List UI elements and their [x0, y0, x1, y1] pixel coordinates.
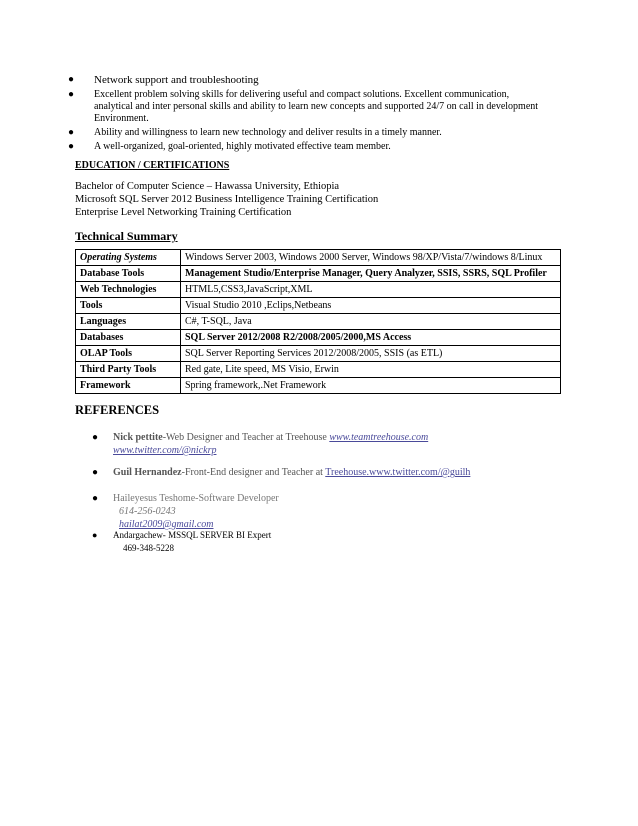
row-value: Windows Server 2003, Windows 2000 Server, Windows 98/XP/Vista/7/windows 8/Linux [181, 250, 561, 266]
education-list [75, 180, 378, 219]
row-value: Spring framework,.Net Framework [181, 378, 561, 394]
reference-item [92, 431, 428, 457]
row-key: Operating Systems [76, 250, 181, 266]
reference-name: Andargachew- [113, 530, 166, 540]
reference-name: Guil Hernandez [113, 467, 182, 478]
table-row [76, 362, 561, 378]
table-row [76, 282, 561, 298]
bullet-icon: ● [68, 127, 75, 138]
bullet-icon: ● [92, 467, 99, 478]
reference-description: MSSQL SERVER BI Expert [168, 530, 272, 540]
list-item: ● A well-organized, goal-oriented, highly motivated effective team member. [68, 141, 391, 152]
row-key: Third Party Tools [76, 362, 181, 378]
table-row [76, 330, 561, 346]
table-row [76, 314, 561, 330]
reference-phone: 469-348-5228 [123, 543, 174, 553]
row-value: SQL Server Reporting Services 2012/2008/2005, SSIS (as ETL) [181, 346, 561, 362]
reference-twitter-link[interactable]: www.twitter.com/@nickrp [113, 445, 217, 456]
row-key: OLAP Tools [76, 346, 181, 362]
table-row [76, 346, 561, 362]
bullet-icon: ● [68, 74, 75, 85]
row-key: Web Technologies [76, 282, 181, 298]
reference-email-link[interactable]: hailat2009@gmail.com [119, 519, 214, 530]
reference-item [92, 492, 279, 531]
technical-summary-table [75, 249, 561, 394]
table-row [76, 378, 561, 394]
bullet-icon: ● [68, 89, 75, 100]
row-value: Visual Studio 2010 ,Eclips,Netbeans [181, 298, 561, 314]
technical-summary-heading: Technical Summary [75, 229, 178, 243]
reference-description: -Software Developer [195, 493, 279, 504]
reference-item [92, 529, 271, 555]
list-item: ● Network support and troubleshooting [68, 74, 259, 86]
education-heading: EDUCATION / CERTIFICATIONS [75, 160, 230, 171]
references-heading: REFERENCES [75, 403, 160, 417]
reference-website-link[interactable]: www.teamtreehouse.com [329, 432, 429, 443]
row-key: Databases [76, 330, 181, 346]
table-row [76, 266, 561, 282]
row-value: HTML5,CSS3,JavaScript,XML [181, 282, 561, 298]
skills-bullet-list [68, 74, 548, 155]
row-key: Database Tools [76, 266, 181, 282]
reference-name: Nick pettite [113, 432, 163, 443]
education-line: Enterprise Level Networking Training Certification [75, 207, 292, 218]
bullet-icon: ● [92, 530, 98, 540]
reference-description: -Front-End designer and Teacher at [181, 467, 323, 478]
row-key: Framework [76, 378, 181, 394]
row-key: Tools [76, 298, 181, 314]
list-item: ● Ability and willingness to learn new technology and deliver results in a timely manner. [68, 127, 442, 138]
row-key: Languages [76, 314, 181, 330]
list-item: ● Excellent problem solving skills for delivering useful and compact solutions. Excellent communication, analytical and inter personal skills and ability to learn new concepts and supported 24/7 on call in development Environment. [68, 89, 539, 124]
reference-twitter-link[interactable]: Treehouse.www.twitter.com/@guilh [325, 467, 471, 478]
reference-description: -Web Designer and Teacher at Treehouse [162, 432, 327, 443]
reference-name: Haileyesus Teshome [113, 493, 196, 504]
table-row [76, 250, 561, 266]
row-value: Red gate, Lite speed, MS Visio, Erwin [181, 362, 561, 378]
row-value: Management Studio/Enterprise Manager, Query Analyzer, SSIS, SSRS, SQL Profiler [181, 266, 561, 282]
row-value: C#, T-SQL, Java [181, 314, 561, 330]
table-row [76, 298, 561, 314]
bullet-icon: ● [68, 141, 75, 152]
bullet-icon: ● [92, 493, 99, 504]
bullet-icon: ● [92, 432, 99, 443]
reference-phone: 614-256-0243 [119, 506, 176, 517]
row-value: SQL Server 2012/2008 R2/2008/2005/2000,MS Access [181, 330, 561, 346]
reference-item [92, 466, 470, 479]
education-line: Microsoft SQL Server 2012 Business Intelligence Training Certification [75, 194, 379, 205]
education-line: Bachelor of Computer Science – Hawassa University, Ethiopia [75, 181, 340, 192]
